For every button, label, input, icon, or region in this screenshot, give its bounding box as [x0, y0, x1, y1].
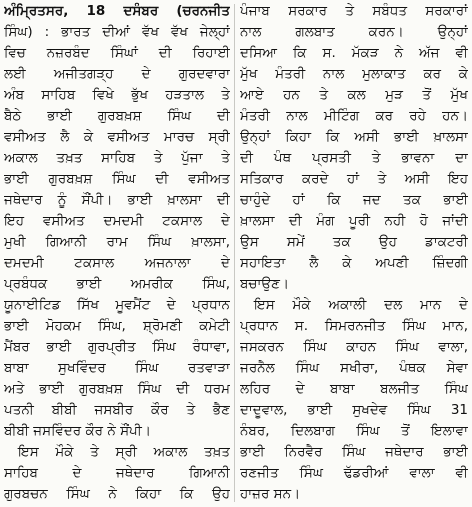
- text-line: ਦਾਦੂਵਾਲ, ਭਾਈ ਸੁਖਦੇਵ ਸਿੰਘ 31: [240, 402, 468, 418]
- text-line: ਖ਼ਾਲਸਾ ਦੀ ਮੰਗ ਪੂਰੀ ਨਹੀ ਹੋ ਜਾਂਦੀ: [240, 213, 468, 229]
- column-divider: [234, 4, 235, 502]
- text-line: ਅੰਬ ਸਾਹਿਬ ਵਿਖੇ ਭੁੱਖ ਹੜਤਾਲ ਤੇ: [4, 87, 230, 103]
- text-line: ਸਤਿਕਾਰ ਕਰਦੇ ਹਾਂ ਤੇ ਅਸੀ ਇਹ: [240, 171, 468, 187]
- text-line: ਰਣਜੀਤ ਸਿੰਘ ਢੱਡਰੀਆਂ ਵਾਲਾ ਵੀ: [240, 465, 468, 481]
- text-line: ਪਤਨੀ ਬੀਬੀ ਜਸਬੀਰ ਕੌਰ ਤੇ ਭੈਣ: [4, 402, 230, 418]
- text-line: ਪੰਜਾਬ ਸਰਕਾਰ ਤੇ ਸਬੰਧਤ ਸਰਕਾਰਾਂ: [240, 3, 468, 19]
- text-line: ਉਸ ਸਮੇਂ ਤਕ ਉਹ ਡਾਕਟਰੀ: [240, 234, 468, 250]
- text-line: ਉਨ੍ਹਾਂ ਕਿਹਾ ਕਿ ਅਸੀ ਭਾਈ ਖ਼ਾਲਸਾ: [240, 129, 468, 145]
- text-line: ਨੰਬਰ, ਦਿਲਬਾਗ ਸਿੰਘ ਤੋਂ ਇਲਾਵਾ: [240, 423, 468, 439]
- text-line: ਮੁੱਖ ਮੰਤਰੀ ਨਾਲ ਮੁਲਾਕਾਤ ਕਰ ਕੇ: [240, 66, 468, 82]
- text-line: ਅਕਾਲ ਤਖ਼ਤ ਸਾਹਿਬ ਤੇ ਪੁੱਜਾ ਤੇ: [4, 150, 230, 166]
- text-line: ਭਾਈ ਮੋਹਕਮ ਸਿੰਘ, ਸ਼੍ਰੋਮਣੀ ਕਮੇਟੀ: [4, 318, 230, 334]
- text-line: ਬਚਾਉਣ।: [240, 276, 290, 292]
- text-line: ਮੁਖੀ ਗਿਆਨੀ ਰਾਮ ਸਿੰਘ ਖ਼ਾਲਸਾ,: [4, 234, 230, 250]
- text-line: ਦਮਦਮੀ ਟਕਸਾਲ ਅਜਨਾਲਾ ਦੇ: [4, 255, 230, 271]
- text-line: ਸਹਾਇਤਾ ਲੈ ਕੇ ਅਪਣੀ ਜ਼ਿੰਦਗੀ: [240, 255, 468, 271]
- text-line: ਇਸ ਮੌਕੇ ਤੇ ਸ੍ਰੀ ਅਕਾਲ ਤਖ਼ਤ: [18, 444, 230, 460]
- text-line: ਇਹ ਵਸੀਅਤ ਦਮਦਮੀ ਟਕਸਾਲ ਦੇ: [4, 213, 230, 229]
- text-line: ਲਈ ਅਜੀਤਗੜ੍ਹ ਦੇ ਗੁਰਦਵਾਰਾ: [4, 66, 230, 82]
- text-line: ਯੂਨਾਈਟਿਡ ਸਿੱਖ ਮੂਵਮੈਂਟ ਦੇ ਪ੍ਰਧਾਨ: [4, 297, 230, 313]
- text-line: ਸਾਹਿਬ ਦੇ ਜਥੇਦਾਰ ਗਿਆਨੀ: [4, 465, 230, 481]
- text-line: ਅਤੇ ਭਾਈ ਗੁਰਬਖ਼ਸ਼ ਸਿੰਘ ਦੀ ਧਰਮ: [4, 381, 230, 397]
- article-column-right: [240, 1, 468, 506]
- text-line: ਪ੍ਰਬੰਧਕ ਭਾਈ ਅਮਰੀਕ ਸਿੰਘ,: [4, 276, 230, 292]
- text-line: ਭਾਈ ਨਿਰਵੈਰ ਸਿੰਘ ਜਥੇਦਾਰ ਭਾਈ: [240, 444, 468, 460]
- text-line: ਚਾਹੁੰਦੇ ਹਾਂ ਕਿ ਜਦ ਤਕ ਭਾਈ: [240, 192, 468, 208]
- text-line: ਹਾਜ਼ਰ ਸਨ।: [240, 486, 301, 502]
- text-line: ਬੈਠੇ ਭਾਈ ਗੁਰਬਖ਼ਸ਼ ਸਿੰਘ ਦੀ: [4, 108, 230, 124]
- text-line: ਜਸਕਰਨ ਸਿੰਘ ਕਾਹਨ ਸਿੰਘ ਵਾਲਾ,: [240, 339, 468, 355]
- text-line: ਅੰਮ੍ਰਿਤਸਰ, 18 ਦਸੰਬਰ (ਚਰਨਜੀਤ: [4, 3, 230, 19]
- article-column-left: [4, 1, 230, 506]
- text-line: ਬੀਬੀ ਜਸਵਿੰਦਰ ਕੌਰ ਨੇ ਸੌਂਪੀ।: [4, 423, 151, 439]
- text-line: ਦਸਿਆ ਕਿ ਸ. ਮੱਕੜ ਨੇ ਅੱਜ ਵੀ: [240, 45, 468, 61]
- text-line: ਆਏ ਹਨ ਤੇ ਕਲ ਮੁੜ ਤੋਂ ਮੁੱਖ: [240, 87, 468, 103]
- text-line: ਵਸੀਅਤ ਲੈ ਕੇ ਵਸੀਅਤ ਮਾਰਚ ਸ੍ਰੀ: [4, 129, 230, 145]
- text-line: ਇਸ ਮੌਕੇ ਅਕਾਲੀ ਦਲ ਮਾਨ ਦੇ: [254, 297, 468, 313]
- text-line: ਬਾਬਾ ਸੁਖਵਿੰਦਰ ਸਿੰਘ ਰਤਵਾੜਾ: [4, 360, 230, 376]
- text-line: ਪ੍ਰਧਾਨ ਸ. ਸਿਮਰਨਜੀਤ ਸਿੰਘ ਮਾਨ,: [240, 318, 468, 334]
- text-line: ਸਿੰਘ) : ਭਾਰਤ ਦੀਆਂ ਵੱਖ ਵੱਖ ਜੇਲ੍ਹਾਂ: [4, 24, 230, 40]
- text-line: ਗੁਰਬਚਨ ਸਿੰਘ ਨੇ ਕਿਹਾ ਕਿ ਉਹ: [4, 486, 230, 502]
- text-line: ਲਹਿਰ ਦੇ ਬਾਬਾ ਬਲਜੀਤ ਸਿੰਘ: [240, 381, 468, 397]
- text-line: ਨਾਲ ਗਲਬਾਤ ਕਰਨ। ਉਨ੍ਹਾਂ: [240, 24, 468, 40]
- text-line: ਦੀ ਪੰਥ ਪ੍ਰਸਤੀ ਤੇ ਭਾਵਨਾ ਦਾ: [240, 150, 468, 166]
- text-line: ਮੈਂਬਰ ਭਾਈ ਗੁਰਪ੍ਰੀਤ ਸਿੰਘ ਰੰਧਾਵਾ,: [4, 339, 230, 355]
- text-line: ਜਥੇਦਾਰ ਨੂੰ ਸੌਂਪੀ। ਭਾਈ ਖ਼ਾਲਸਾ ਦੀ: [4, 192, 230, 208]
- text-line: ਜਰਨੈਲ ਸਿੰਘ ਸਖੀਰਾ, ਪੰਥਕ ਸੇਵਾ: [240, 360, 468, 376]
- text-line: ਮੰਤਰੀ ਨਾਲ ਮੀਟਿੰਗ ਕਰ ਰਹੇ ਹਨ।: [240, 108, 468, 124]
- text-line: ਭਾਈ ਗੁਰਬਖ਼ਸ਼ ਸਿੰਘ ਦੀ ਵਸੀਅਤ: [4, 171, 230, 187]
- text-line: ਵਿਚ ਨਜ਼ਰਬੰਦ ਸਿੰਘਾਂ ਦੀ ਰਿਹਾਈ: [4, 45, 230, 61]
